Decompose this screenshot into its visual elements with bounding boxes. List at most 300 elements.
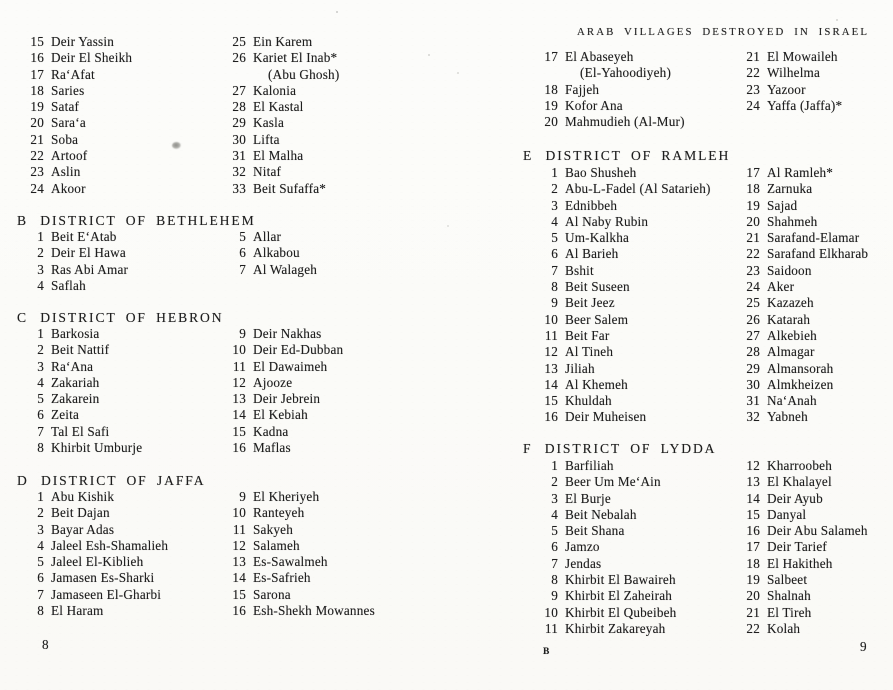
list-item	[542, 556, 676, 572]
village-name: Jaleel Esh-Shamalieh	[51, 537, 169, 553]
list-item	[542, 474, 676, 490]
item-number: 13	[746, 474, 760, 490]
village-name: Barfiliah	[565, 458, 614, 473]
section-title: DISTRICT OF RAMLEH	[545, 148, 731, 163]
village-name: Jendas	[565, 555, 602, 571]
item-number: 20	[746, 213, 760, 229]
item-number: 25	[232, 34, 246, 49]
list-item	[542, 114, 685, 130]
section-heading-ramleh	[523, 148, 730, 164]
village-name: Kolah	[767, 620, 801, 636]
item-number: 16	[232, 440, 246, 456]
village-name: Al Walageh	[253, 261, 318, 277]
item-number: 33	[232, 180, 246, 196]
item-number: 24	[30, 180, 44, 196]
item-number: 21	[746, 604, 760, 620]
section-title: DISTRICT OF LYDDA	[544, 441, 717, 456]
village-name: Es-Sawalmeh	[253, 554, 328, 570]
list-item	[228, 570, 375, 586]
page-number-left: 8	[42, 637, 49, 652]
item-number: 11	[544, 327, 558, 343]
village-name: Sataf	[51, 99, 80, 115]
list-item	[744, 458, 868, 474]
list-item	[744, 198, 868, 214]
item-number: 17	[30, 66, 44, 82]
list-item	[542, 361, 711, 377]
village-name: Al Khemeh	[565, 376, 628, 392]
item-number: 10	[232, 505, 246, 521]
village-name: Tal El Safi	[51, 423, 110, 439]
ink-smudge-artifact	[172, 142, 181, 149]
village-name: Um-Kalkha	[565, 230, 630, 246]
list-item	[744, 181, 868, 197]
village-name: Saflah	[51, 277, 86, 293]
item-number: 17	[746, 165, 760, 180]
village-name: Barkosia	[51, 326, 100, 341]
village-name: Ras Abi Amar	[51, 261, 129, 277]
item-number-blank	[542, 65, 558, 81]
item-number: 6	[551, 246, 558, 262]
list-item	[26, 115, 132, 131]
list-item	[744, 165, 868, 181]
village-name: Lifta	[253, 131, 280, 147]
item-number: 4	[37, 537, 44, 553]
list-item	[542, 621, 676, 637]
list-item	[542, 572, 676, 588]
list-item	[26, 440, 142, 456]
item-number: 6	[239, 245, 246, 261]
village-name: Sarona	[253, 586, 291, 602]
list-item	[26, 181, 132, 197]
list-item	[228, 489, 375, 505]
bethlehem-list-col2	[228, 229, 317, 278]
list-item	[228, 229, 317, 245]
item-number: 18	[30, 82, 44, 98]
item-number: 16	[232, 603, 246, 619]
village-alt-name: (Abu Ghosh)	[268, 66, 340, 82]
list-item	[228, 326, 343, 342]
village-list-continued-col2	[228, 34, 339, 197]
item-number: 7	[239, 261, 246, 277]
village-name: Al Barieh	[565, 246, 619, 262]
list-item	[26, 67, 132, 83]
list-item	[26, 554, 168, 570]
item-number: 9	[239, 326, 246, 341]
list-item	[228, 554, 375, 570]
village-name: Alkebieh	[767, 327, 817, 343]
list-item	[26, 342, 142, 358]
section-heading-bethlehem	[17, 213, 256, 229]
village-name: Beit Jeez	[565, 295, 615, 311]
village-name: Maflas	[253, 440, 291, 456]
section-letter: C	[17, 310, 27, 325]
village-name: Nitaf	[253, 164, 282, 180]
list-item	[542, 49, 685, 65]
list-item	[542, 523, 676, 539]
item-number: 6	[551, 539, 558, 555]
item-number: 19	[30, 99, 44, 115]
village-name: Ranteyeh	[253, 505, 305, 521]
village-name: El Mowaileh	[767, 49, 838, 64]
village-name: Kofor Ana	[565, 97, 623, 113]
item-number: 18	[544, 81, 558, 97]
item-number: 1	[37, 326, 44, 341]
item-number: 15	[746, 506, 760, 522]
list-item	[744, 214, 868, 230]
item-number: 13	[232, 554, 246, 570]
village-name: Esh-Shekh Mowannes	[253, 603, 375, 619]
scan-speck	[457, 72, 459, 74]
list-item	[542, 539, 676, 555]
list-item	[744, 328, 868, 344]
village-name: Sakyeh	[253, 521, 294, 537]
list-item	[228, 115, 339, 131]
village-name: Deir Muheisen	[565, 409, 647, 425]
village-name: Shalnah	[767, 588, 811, 604]
list-item	[542, 605, 676, 621]
village-name: Saries	[51, 82, 85, 98]
item-number-blank	[228, 67, 246, 83]
village-name: Al Naby Rubin	[565, 213, 649, 229]
item-number: 24	[746, 279, 760, 295]
item-number: 22	[746, 620, 760, 636]
item-number: 27	[232, 82, 246, 98]
item-number: 23	[746, 81, 760, 97]
village-name: Yaffa (Jaffa)*	[767, 97, 843, 113]
list-item	[26, 164, 132, 180]
list-item	[744, 49, 842, 65]
village-name: Kasla	[253, 115, 285, 131]
ramleh-list-col2	[744, 165, 868, 426]
item-number: 31	[232, 148, 246, 164]
list-item	[542, 98, 685, 114]
item-number: 17	[544, 49, 558, 64]
village-name: Khirbit Zakareyah	[565, 620, 666, 636]
item-number: 16	[30, 50, 44, 66]
village-name: Beit Dajan	[51, 505, 110, 521]
scan-speck	[428, 54, 430, 56]
list-item	[26, 229, 128, 245]
section-letter: B	[17, 213, 27, 228]
village-name: Abu-L-Fadel (Al Satarieh)	[565, 181, 711, 197]
village-name: Kalonia	[253, 82, 297, 98]
item-number: 5	[551, 230, 558, 246]
list-item	[744, 556, 868, 572]
item-number: 9	[239, 489, 246, 504]
item-number: 18	[746, 181, 760, 197]
list-item	[26, 148, 132, 164]
list-item-alt-name	[542, 65, 685, 81]
village-name: Salameh	[253, 537, 300, 553]
item-number: 22	[30, 148, 44, 164]
list-item	[542, 165, 711, 181]
village-name: El Khalayel	[767, 474, 832, 490]
village-name: Ein Karem	[253, 34, 313, 49]
list-item	[228, 359, 343, 375]
village-name: Mahmudieh (Al-Mur)	[565, 114, 685, 130]
list-item	[26, 83, 132, 99]
village-name: Es-Safrieh	[253, 570, 311, 586]
jaffa-list-col2	[228, 489, 375, 619]
village-name: Sarafand Elkharab	[767, 246, 869, 262]
item-number: 21	[746, 49, 760, 64]
item-number: 1	[551, 458, 558, 473]
item-number: 11	[232, 358, 246, 374]
village-name: Beit Nebalah	[565, 506, 637, 522]
village-name: El Burje	[565, 490, 611, 506]
item-number: 14	[544, 376, 558, 392]
list-item	[26, 359, 142, 375]
item-number: 15	[232, 586, 246, 602]
running-header: ARAB VILLAGES DESTROYED IN ISRAEL	[577, 26, 870, 38]
item-number: 8	[551, 279, 558, 295]
item-number: 26	[232, 50, 246, 66]
list-item	[542, 344, 711, 360]
list-item	[26, 132, 132, 148]
village-name: Deir Yassin	[51, 34, 115, 49]
ramleh-list-col1	[542, 165, 711, 426]
list-item	[228, 522, 375, 538]
village-name: Ednibbeh	[565, 197, 618, 213]
item-number: 12	[232, 374, 246, 390]
list-item	[26, 587, 168, 603]
village-name: Al Tineh	[565, 344, 614, 360]
list-item	[542, 82, 685, 98]
list-item	[542, 491, 676, 507]
list-item	[26, 34, 132, 50]
jaffa-list-continued-col1	[542, 49, 685, 130]
village-name: Sarafand-Elamar	[767, 230, 860, 246]
list-item	[26, 375, 142, 391]
item-number: 22	[746, 65, 760, 81]
item-number: 3	[551, 197, 558, 213]
list-item	[542, 279, 711, 295]
village-name: Bshit	[565, 262, 594, 278]
section-letter: E	[523, 148, 532, 163]
village-name: Sajad	[767, 197, 798, 213]
list-item	[744, 474, 868, 490]
list-item	[228, 245, 317, 261]
village-name: Al Ramleh*	[767, 165, 834, 180]
village-name: Deir Abu Salameh	[767, 523, 868, 539]
item-number: 9	[551, 295, 558, 311]
item-number: 21	[746, 230, 760, 246]
jaffa-list-continued-col2	[744, 49, 842, 114]
list-item	[744, 295, 868, 311]
item-number: 11	[232, 521, 246, 537]
list-item	[26, 99, 132, 115]
list-item	[744, 98, 842, 114]
village-name: Sara‘a	[51, 115, 86, 131]
item-number: 1	[551, 165, 558, 180]
item-number: 19	[746, 197, 760, 213]
list-item	[542, 458, 676, 474]
item-number: 15	[30, 34, 44, 49]
item-number: 9	[551, 588, 558, 604]
item-number: 6	[37, 407, 44, 423]
list-item	[26, 522, 168, 538]
item-number: 20	[30, 115, 44, 131]
item-number: 5	[551, 523, 558, 539]
item-number: 26	[746, 311, 760, 327]
page-number-right: 9	[860, 639, 867, 654]
item-number: 2	[37, 505, 44, 521]
list-item	[228, 148, 339, 164]
list-item	[744, 312, 868, 328]
item-number: 15	[232, 423, 246, 439]
list-item	[26, 424, 142, 440]
item-number: 23	[30, 164, 44, 180]
village-name: Zakariah	[51, 374, 100, 390]
list-item	[744, 393, 868, 409]
village-name: Zeita	[51, 407, 80, 423]
list-item	[744, 605, 868, 621]
list-item	[26, 570, 168, 586]
list-item	[542, 295, 711, 311]
village-name: Alkabou	[253, 245, 300, 261]
list-item	[228, 34, 339, 50]
village-name: Kadna	[253, 423, 289, 439]
list-item	[542, 230, 711, 246]
list-item	[744, 523, 868, 539]
village-name: Beit Shana	[565, 523, 625, 539]
list-item-alt-name	[228, 67, 339, 83]
list-item	[228, 99, 339, 115]
list-item	[26, 262, 128, 278]
village-list-continued-col1	[26, 34, 132, 197]
village-name: Jamaseen El-Gharbi	[51, 586, 162, 602]
village-name: Beit Far	[565, 327, 610, 343]
item-number: 4	[551, 506, 558, 522]
list-item	[228, 391, 343, 407]
village-name: Saidoon	[767, 262, 812, 278]
item-number: 7	[551, 262, 558, 278]
item-number: 7	[551, 555, 558, 571]
village-name: Beit Suseen	[565, 279, 630, 295]
village-name: Katarah	[767, 311, 811, 327]
item-number: 30	[746, 376, 760, 392]
item-number: 14	[746, 490, 760, 506]
village-name: Zakarein	[51, 391, 100, 407]
item-number: 4	[551, 213, 558, 229]
item-number: 2	[37, 342, 44, 358]
item-number: 3	[37, 358, 44, 374]
village-name: Yazoor	[767, 81, 806, 97]
village-name: Ajooze	[253, 374, 293, 390]
village-name: Beit Nattif	[51, 342, 110, 358]
item-number: 31	[746, 393, 760, 409]
section-title: DISTRICT OF JAFFA	[41, 473, 206, 488]
item-number: 18	[746, 555, 760, 571]
section-heading-lydda	[523, 441, 716, 457]
item-number: 5	[37, 554, 44, 570]
village-name: Almagar	[767, 344, 815, 360]
item-number: 5	[37, 391, 44, 407]
scan-speck	[447, 225, 449, 227]
list-item	[26, 50, 132, 66]
list-item	[744, 65, 842, 81]
village-name: Deir El Hawa	[51, 245, 126, 261]
section-heading-jaffa	[17, 473, 205, 489]
item-number: 17	[746, 539, 760, 555]
village-name: Deir Nakhas	[253, 326, 322, 341]
item-number: 29	[232, 115, 246, 131]
village-name: El Abaseyeh	[565, 49, 634, 64]
item-number: 12	[544, 344, 558, 360]
printer-signature-mark: B	[543, 647, 550, 657]
item-number: 6	[37, 570, 44, 586]
village-name: El Tireh	[767, 604, 812, 620]
section-title: DISTRICT OF HEBRON	[40, 310, 224, 325]
list-item	[542, 507, 676, 523]
village-name: El Dawaimeh	[253, 358, 328, 374]
list-item	[228, 587, 375, 603]
section-letter: D	[17, 473, 28, 488]
item-number: 29	[746, 360, 760, 376]
hebron-list-col1	[26, 326, 142, 456]
item-number: 4	[37, 374, 44, 390]
list-item	[228, 375, 343, 391]
village-name: Bayar Adas	[51, 521, 115, 537]
village-name: Salbeet	[767, 572, 808, 588]
list-item	[228, 262, 317, 278]
item-number: 10	[232, 342, 246, 358]
item-number: 2	[37, 245, 44, 261]
list-item	[26, 538, 168, 554]
item-number: 28	[232, 99, 246, 115]
list-item	[228, 505, 375, 521]
list-item	[26, 245, 128, 261]
list-item	[542, 409, 711, 425]
village-name: Jaleel El-Kiblieh	[51, 554, 144, 570]
list-item	[228, 424, 343, 440]
item-number: 1	[37, 489, 44, 504]
village-name: Jamzo	[565, 539, 600, 555]
list-item	[542, 588, 676, 604]
scan-speck	[836, 19, 838, 21]
item-number: 10	[544, 604, 558, 620]
item-number: 28	[746, 344, 760, 360]
list-item	[228, 440, 343, 456]
list-item	[26, 391, 142, 407]
village-name: Kariet El Inab*	[253, 50, 338, 66]
item-number: 3	[37, 521, 44, 537]
list-item	[228, 50, 339, 66]
list-item	[744, 507, 868, 523]
item-number: 2	[551, 474, 558, 490]
list-item	[228, 603, 375, 619]
item-number: 30	[232, 131, 246, 147]
village-name: Kharroobeh	[767, 458, 832, 473]
section-letter: F	[523, 441, 531, 456]
list-item	[744, 82, 842, 98]
lydda-list-col1	[542, 458, 676, 637]
item-number: 21	[30, 131, 44, 147]
item-number: 27	[746, 327, 760, 343]
item-number: 8	[551, 572, 558, 588]
item-number: 2	[551, 181, 558, 197]
village-name: Kazazeh	[767, 295, 814, 311]
item-number: 20	[746, 588, 760, 604]
item-number: 3	[37, 261, 44, 277]
item-number: 16	[746, 523, 760, 539]
list-item	[542, 377, 711, 393]
list-item	[228, 132, 339, 148]
item-number: 13	[232, 391, 246, 407]
list-item	[228, 83, 339, 99]
village-name: El Hakitheh	[767, 555, 833, 571]
village-name: Deir Ed-Dubban	[253, 342, 344, 358]
